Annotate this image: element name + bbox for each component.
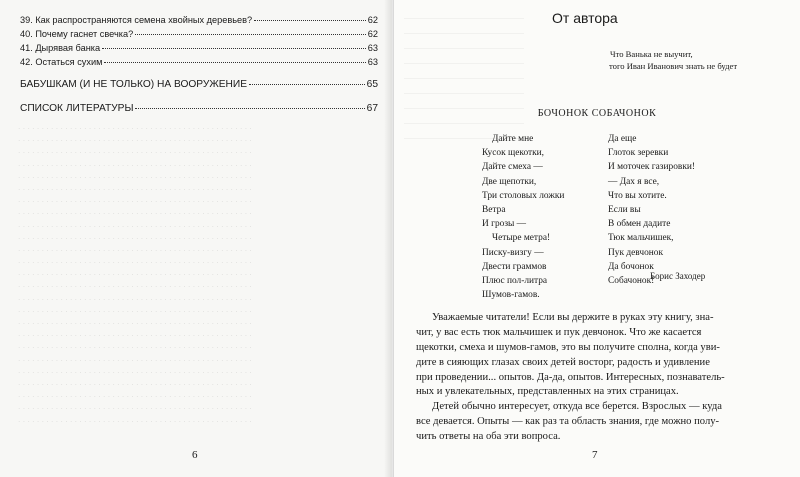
toc-entry-title: 42. Остаться сухим [20,57,103,67]
toc-section-literature [20,103,378,114]
paragraph-line: чит, у вас есть тюк мальчишек и пук девчонок. Что же касается [416,326,702,338]
toc-entry-40 [20,29,378,40]
toc-entry-title: 41. Дырявая банка [20,43,101,53]
epigraph [610,48,737,72]
poem-line: Ветра [482,204,506,215]
paragraph-line: все девается. Опыты — как раз та область знания, где можно полу- [416,416,720,428]
paragraph-line: ных и увлекательных, представленных на этих страницах. [416,386,679,398]
poem-line: Дайте мне [492,134,534,144]
poem-author: Борис Заходер [650,271,706,281]
toc-entry-41 [20,43,378,54]
poem-line: Две щепотки, [482,176,537,187]
toc-section-page: 67 [366,103,378,114]
toc-section-grandmothers [20,79,378,90]
poem-line: Дайте смеха — [482,162,543,173]
show-through-text [404,6,524,146]
show-through-text: . . . . . . . . . . . . . . . . . . . . . . . . . . . . . . . . . . . . . . . . . . . . . . . . . . . . . . . . . . . . . . . . . . . . . . . . . . . . . . . . . . . . . . . . . . . . . . . . . . . . . . . . . . . . . . . . . . . . . . . . . . . . . . . . . . . . . . . . . . . . . . . . . . . . . . . . . . . . . . . . . . . . . . . . . . . . . . . . . . . . . . . . . . . . . . . . . . . . . . . . . . . . . . . . . . . . . . . . . . . . . . . . . . . . . . . . . . . . . . . . . . . . . . . . . . . . . . . . . . . . . . . . . . . . . . . . . . . . . . . . . . . . . . . . . . . . . . . . . . . . . . . . . . . . . . . . . . . . . . . . . . . . . . . . . . . . . . . . . . . . . . . . . . . . . . . . . . . . . . . . . . . . . . . . . . . . . . . . . . . . . . . . . . . . . . . . . . . . . . . . . . . . . . . . . . . . . . . . . . . . . . . . . . . . . . . . . . . . . . . . . . . . . . . . . . . . . . . . . . . . . . . . . . . . . . . . . . . . . . . . . . . . . . . . . . . . . . . . . . . . . . . . . . . . . . . . . . . . . . . . . . . . . . . . . . . . . . . . . . . . . . . . . . . . . . . . . . . . . . . . . . . . . . . . . . . . . . . . . . . . . . . . . . . . . . . . . . . . . . . . . . . . . . . . . . . . . . . . . . . . . . . . . . . . . . . . . . . . . . . . . . . . . . . . . . . . . . . . . . . . . . . . . . . . . . . . . . . . . . . . . . . . . . . . . . . . . . . . . . . . . . . . . . . . . . . . . . . . . . . . . . . . . . . . . . . . . . . . . . . . . . . . . . . . . . . . . . . . . . . . . . . . . . . . . . . . . . . . . . . . . . . . . . . . . . . . . . . . . . . . . . . . . . . . . . . . . . . . . . . . . . . . . . . . . . . . . . . . . . . . . . . . . . . . . . . . . . . . . . . . . . . . . . . . . . . . . . . . . . . . . . . . . . . . . . . . . . . . . . . . . . . . . . . . . . . . . . . . . . . . . . . . . . . . . . . . . . . . . . . . . . . . . . . . . . . . . . . . . . . . . . . . . . . . . . . . . . . . . . . . . . . . . . . . . . . . . . . . . . . . . . . . . . . . . . . . . . . . . . . . . . . . . . . . . . . . . . . . . . . . . . . . . . . . . . . . . . . . . . . . . . . . . . . . . . . . . . . . . . . . . . . . . . . . . . . . . . . . . . . . . . . . . . . . . . . . . . . . . . . . . . . . . . . . . . . . . . . . . . . . . . . . . . . . . . . . . . . . . . . . . . . . . . . . . . . . . . . . . . . . . . . . . . . . . . . . . . . . . . . . . . . . . . . . . . . . . . . . . . . . . . . . . . . . . . . . . . . . . . . . . . . . . . . . . . [18,121,252,424]
epigraph-line: Что Ванька не выучит, [610,49,693,59]
epigraph-line: того Иван Иванович знать не будет [609,61,738,71]
poem-line: И грозы — [482,219,527,230]
paragraph-line: при проведении... опытов. Да-да, опытов. Интересных, познаватель- [416,371,725,383]
poem-line: Четыре метра! [492,233,551,244]
poem-line: Тюк мальчишек, [608,233,674,244]
poem-line: В обмен дадите [608,219,671,230]
toc-entry-page: 63 [367,43,378,53]
poem-line: — Дах я все, [608,176,660,187]
paragraph-line: Детей обычно интересует, откуда все берется. Взрослых — куда [432,401,722,413]
toc-entry-page: 63 [367,57,378,67]
paragraph-line: чить ответы на оба эти вопроса. [416,431,561,443]
leader-dots [135,108,364,109]
page-number: 6 [192,449,198,461]
toc-entry-page: 62 [367,29,378,39]
poem-column-right [608,132,695,288]
leader-dots [135,34,366,35]
poem-line: Что вы хотите. [608,190,667,201]
paragraph-line: щекотки, смеха и шумов-гамов, это вы получите сполна, когда уви- [416,341,720,353]
page-title: От автора [552,10,618,26]
poem-line: Три столовых ложки [482,190,565,201]
poem-title: БОЧОНОК СОБАЧОНОК [537,108,657,119]
toc-section-title: СПИСОК ЛИТЕРАТУРЫ [20,103,134,114]
poem-column-left [482,132,564,302]
paragraph-line: дите в сияющих глазах своих детей восторг, радость и удивление [416,356,710,368]
toc-section-page: 65 [366,79,378,90]
poem-line: Глоток зеревки [608,148,669,159]
leader-dots [249,84,365,85]
toc-entry-42 [20,57,378,68]
toc-entry-title: 39. Как распространяются семена хвойных деревьев? [20,15,253,25]
poem-line: Если вы [608,204,641,215]
poem-line: Шумов-гамов. [482,290,540,301]
poem-line: Кусок щекотки, [482,148,545,159]
leader-dots [254,20,366,21]
poem-line: И моточек газировки! [608,162,696,173]
poem-line: Двести граммов [482,261,547,272]
intro-text [416,311,788,445]
poem-line: Писку-визгу — [482,247,544,258]
leader-dots [102,48,366,49]
right-page [394,0,800,477]
leader-dots [104,62,365,63]
poem-line: Собачонок! [608,275,655,286]
toc-section-title: БАБУШКАМ (И НЕ ТОЛЬКО) НА ВООРУЖЕНИЕ [20,79,248,90]
poem-line: Плюс пол-литра [482,275,548,286]
toc-entry-39 [20,15,378,26]
page-number: 7 [592,449,598,461]
poem-line: Да еще [608,134,637,144]
left-page [0,0,392,477]
poem-line: Пук девчонок [608,247,664,258]
toc-entry-page: 62 [367,15,378,25]
poem-line: Да бочонок [608,261,654,272]
toc-entry-title: 40. Почему гаснет свечка? [20,29,134,39]
paragraph-line: Уважаемые читатели! Если вы держите в руках эту книгу, зна- [432,312,714,323]
